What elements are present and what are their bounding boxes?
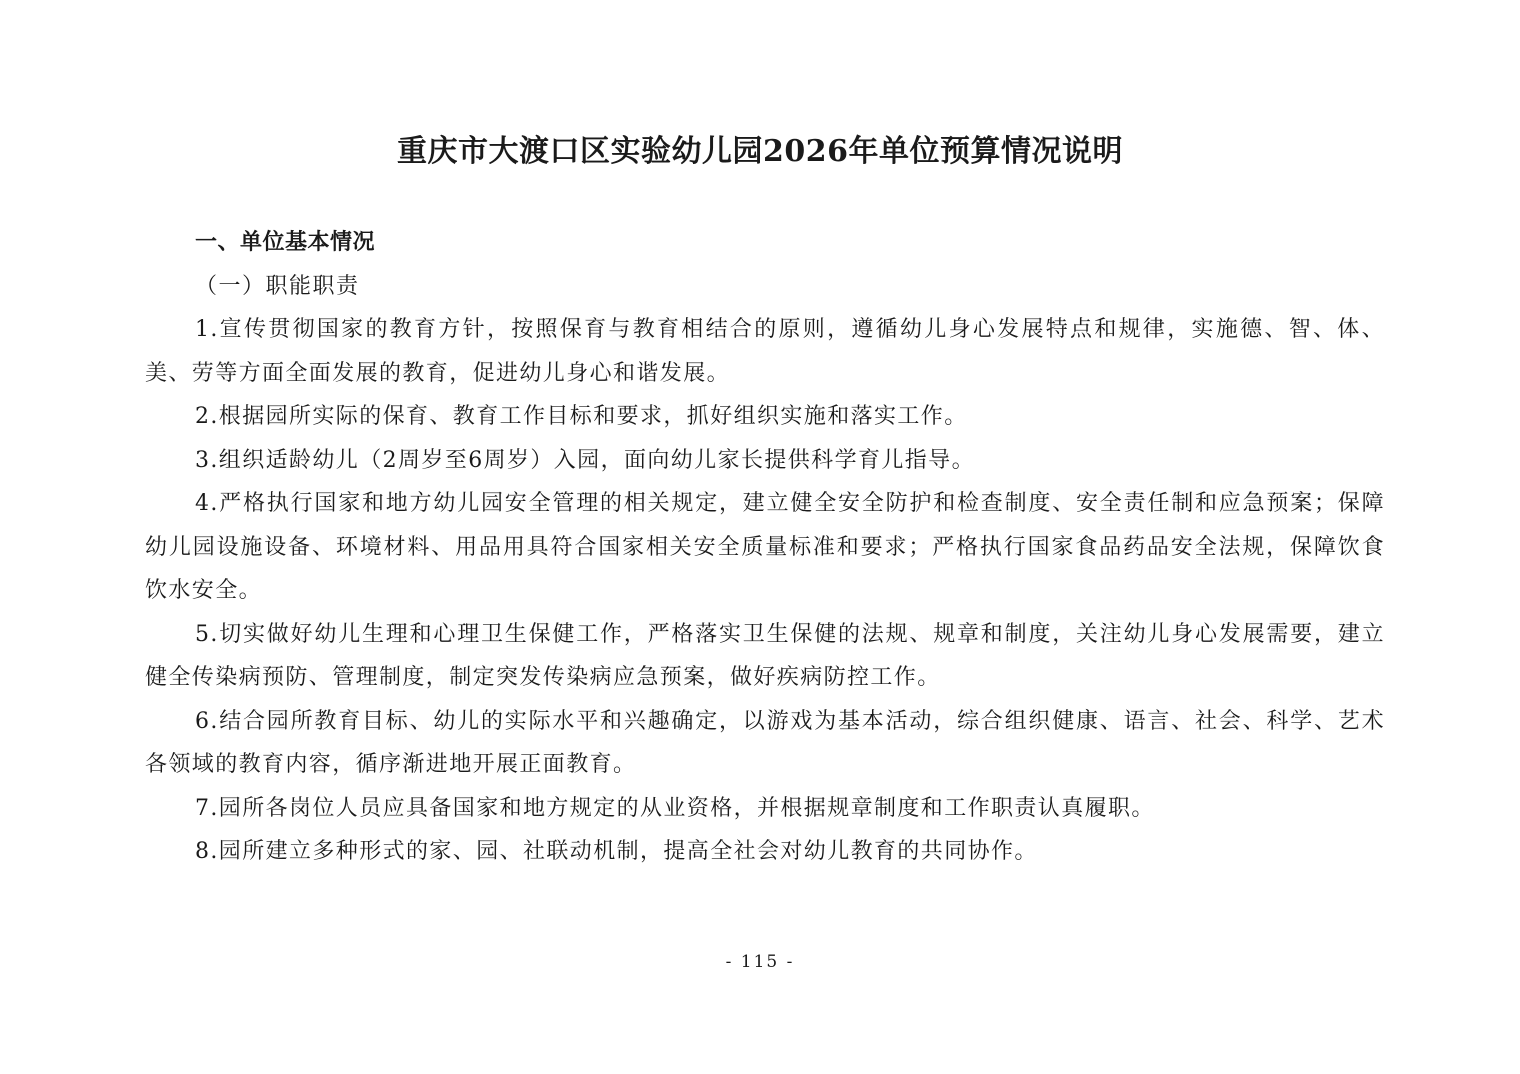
paragraph: 7.园所各岗位人员应具备国家和地方规定的从业资格，并根据规章制度和工作职责认真履职。 <box>195 795 1155 821</box>
document-body <box>145 221 1385 874</box>
document-title: 重庆市大渡口区实验幼儿园2026年单位预算情况说明 <box>397 134 1123 169</box>
subsection-heading: （一）职能职责 <box>195 273 360 299</box>
paragraph: 3.组织适龄幼儿（2周岁至6周岁）入园，面向幼儿家长提供科学育儿指导。 <box>195 447 975 473</box>
paragraph: 5.切实做好幼儿生理和心理卫生保健工作，严格落实卫生保健的法规、规章和制度，关注幼儿身心发展需要，建立健全传染病预防、管理制度，制定突发传染病应急预案，做好疾病防控工作。 <box>145 621 1385 690</box>
paragraph: 8.园所建立多种形式的家、园、社联动机制，提高全社会对幼儿教育的共同协作。 <box>195 839 1038 864</box>
page-number: - 115 - <box>725 952 795 972</box>
paragraph: 4.严格执行国家和地方幼儿园安全管理的相关规定，建立健全安全防护和检查制度、安全责任制和应急预案；保障幼儿园设施设备、环境材料、用品用具符合国家相关安全质量标准和要求；严格执行国家食品药品安全法规，保障饮食饮水安全。 <box>145 491 1385 603</box>
paragraph: 2.根据园所实际的保育、教育工作目标和要求，抓好组织实施和落实工作。 <box>195 404 968 429</box>
paragraph: 6.结合园所教育目标、幼儿的实际水平和兴趣确定，以游戏为基本活动，综合组织健康、语言、社会、科学、艺术各领域的教育内容，循序渐进地开展正面教育。 <box>145 708 1385 777</box>
paragraph: 1.宣传贯彻国家的教育方针，按照保育与教育相结合的原则，遵循幼儿身心发展特点和规律，实施德、智、体、美、劳等方面全面发展的教育，促进幼儿身心和谐发展。 <box>145 317 1385 386</box>
section-heading: 一、单位基本情况 <box>195 229 376 255</box>
